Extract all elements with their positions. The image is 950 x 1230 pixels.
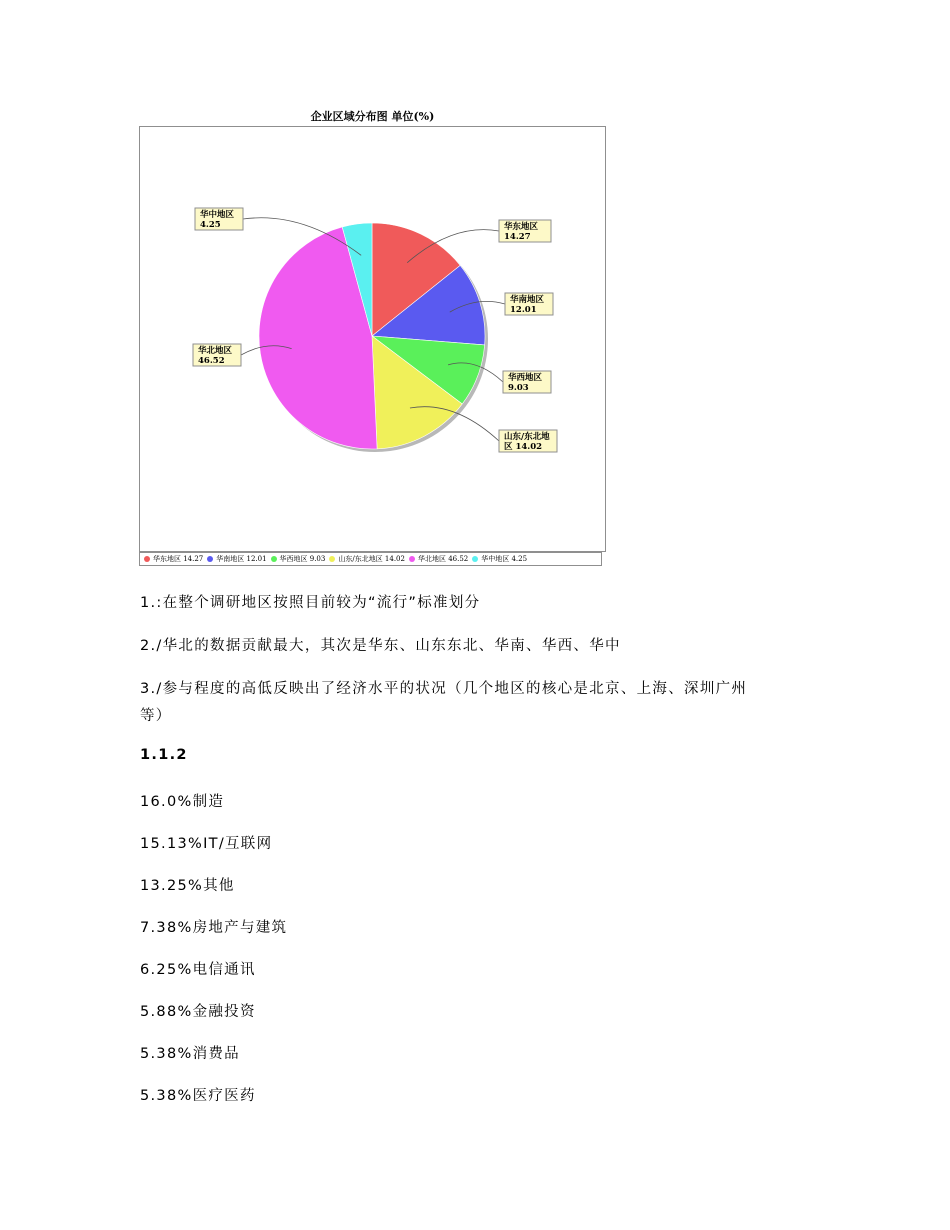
chart-title: 企业区域分布图 单位(%) bbox=[310, 110, 435, 123]
callout-label: 12.01 bbox=[510, 305, 537, 315]
callout-label: 区 14.02 bbox=[504, 442, 543, 452]
legend-swatch bbox=[409, 556, 415, 562]
callout-label: 华西地区 bbox=[508, 373, 543, 383]
callout-label: 山东/东北地 bbox=[504, 432, 550, 442]
legend-swatch bbox=[271, 556, 277, 562]
list-item: 15.13%IT/互联网 bbox=[140, 836, 273, 852]
callout-label: 华中地区 bbox=[200, 210, 235, 220]
list-item: 5.38%医疗医药 bbox=[140, 1088, 256, 1104]
callout-label: 46.52 bbox=[198, 356, 225, 366]
paragraph-3-line-1: 3./参与程度的高低反映出了经济水平的状况（几个地区的核心是北京、上海、深圳广州 bbox=[140, 681, 748, 697]
legend-item bbox=[207, 554, 266, 564]
legend-item bbox=[472, 554, 527, 564]
legend-swatch bbox=[472, 556, 478, 562]
list-item: 5.88%金融投资 bbox=[140, 1004, 256, 1020]
callout-label: 华东地区 bbox=[504, 222, 539, 232]
list-item: 6.25%电信通讯 bbox=[140, 962, 256, 978]
list-item: 16.0%制造 bbox=[140, 794, 225, 810]
legend-swatch bbox=[207, 556, 213, 562]
pie-svg bbox=[139, 104, 606, 550]
legend-swatch bbox=[144, 556, 150, 562]
list-item: 13.25%其他 bbox=[140, 878, 235, 894]
chart-legend bbox=[139, 552, 602, 566]
callout-label: 4.25 bbox=[200, 220, 221, 230]
paragraph-1: 1.:在整个调研地区按照目前较为“流行”标准划分 bbox=[140, 595, 481, 611]
legend-item bbox=[409, 554, 468, 564]
legend-label: 华南地区 12.01 bbox=[216, 555, 267, 563]
list-item: 7.38%房地产与建筑 bbox=[140, 920, 288, 936]
list-item: 5.38%消费品 bbox=[140, 1046, 240, 1062]
callout-label: 华南地区 bbox=[510, 295, 545, 305]
section-heading: 1.1.2 bbox=[140, 747, 188, 763]
legend-label: 华东地区 14.27 bbox=[153, 555, 204, 563]
legend-item bbox=[144, 554, 203, 564]
callout-label: 华北地区 bbox=[198, 346, 233, 356]
legend-label: 华西地区 9.03 bbox=[279, 555, 326, 563]
legend-item bbox=[329, 554, 405, 564]
paragraph-3-line-2: 等） bbox=[140, 708, 172, 724]
legend-item bbox=[271, 554, 326, 564]
legend-label: 华中地区 4.25 bbox=[481, 555, 528, 563]
callout-label: 14.27 bbox=[504, 232, 531, 242]
callout-label: 9.03 bbox=[508, 383, 529, 393]
paragraph-2: 2./华北的数据贡献最大，其次是华东、山东东北、华南、华西、华中 bbox=[140, 638, 621, 654]
legend-label: 华北地区 46.52 bbox=[417, 555, 469, 563]
legend-label: 山东/东北地区 14.02 bbox=[338, 555, 405, 563]
pie-chart bbox=[139, 104, 606, 566]
legend-swatch bbox=[329, 556, 335, 562]
